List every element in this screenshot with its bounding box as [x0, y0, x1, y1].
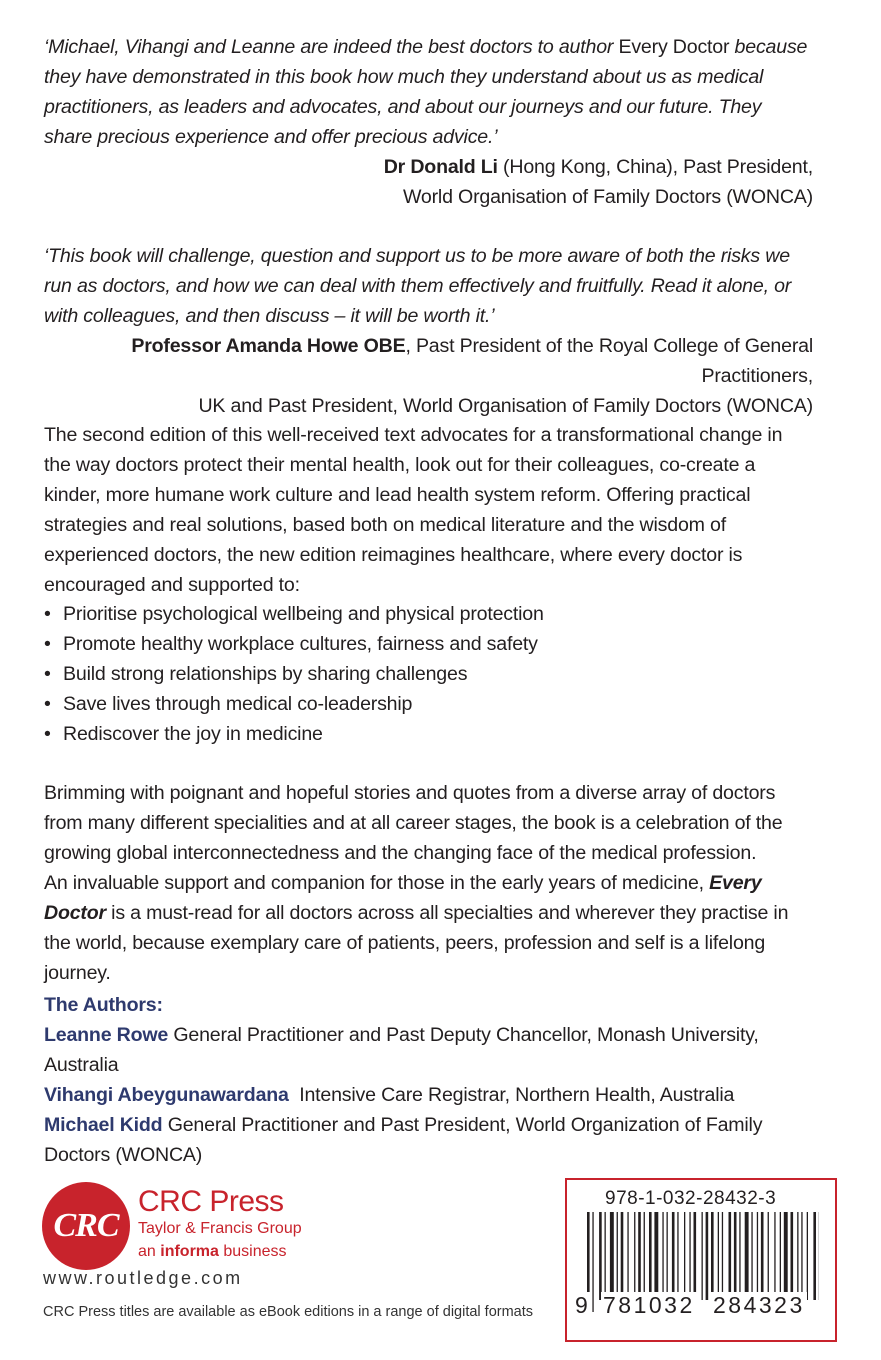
description-paragraph-2 — [44, 778, 813, 988]
isbn-text: 978-1-032-28432-3 — [605, 1188, 777, 1209]
description-part2: An invaluable support and companion for those in the early years of medicine, — [44, 872, 710, 894]
quote-1-part2: because they have demonstrated in this book how much they understand about us as medical practitioners, as leaders and advocates, and about our journeys and our future. They share precious experience and offer precious advice.’ — [44, 36, 808, 148]
barcode-digit-group-1: 781032 — [603, 1292, 695, 1318]
author-description: General Practitioner and Past Deputy Chancellor, Monash University, Australia — [44, 1024, 759, 1076]
author-description: Intensive Care Registrar, Northern Health, Australia — [288, 1084, 735, 1106]
benefit-item: • Prioritise psychological wellbeing and physical protection — [44, 599, 813, 629]
publisher-url: www.routledge.com — [43, 1268, 243, 1288]
quote-1-text — [44, 32, 813, 152]
quote-2-author-name: Professor Amanda Howe OBE — [131, 335, 406, 357]
informa-prefix: an — [138, 1243, 161, 1260]
benefit-item: • Promote healthy workplace cultures, fairness and safety — [44, 629, 813, 659]
quote-1-author-affiliation: (Hong Kong, China), Past President, — [497, 156, 813, 178]
informa-brand: informa — [160, 1243, 219, 1260]
description-paragraph-2a: Brimming with poignant and hopeful stories and quotes from a diverse array of doctors from many different specialities and at all career stages, the book is a celebration of the growing global interconnectedness and the changing face of the medical profession. — [44, 782, 783, 864]
author-name: Michael Kidd — [44, 1114, 163, 1136]
description-paragraph-1: The second edition of this well-received text advocates for a transformational change in the way doctors protect their mental health, look out for their colleagues, co-create a kinder, more humane work culture and lead health system reform. Offering practical strategies and real solutions, based both on medical literature and the wisdom of experienced doctors, the new edition reimagines healthcare, where every doctor is encouraged and supported to: — [44, 424, 783, 596]
authors-heading: The Authors: — [44, 994, 163, 1016]
crc-logo-icon: CRC — [42, 1182, 130, 1270]
quote-1-attribution-line2: World Organisation of Family Doctors (WONCA) — [402, 186, 813, 208]
description-paragraph-2b — [44, 868, 813, 988]
endorsement-quote-1 — [44, 32, 813, 212]
quote-2-author-affiliation: , Past President of the Royal College of General Practitioners, — [405, 335, 813, 387]
quote-1-part1: ‘Michael, Vihangi and Leanne are indeed the best doctors to author — [44, 36, 619, 58]
informa-suffix: business — [218, 1243, 287, 1260]
benefit-item: • Save lives through medical co-leadership — [44, 689, 813, 719]
author-name: Leanne Rowe — [44, 1024, 169, 1046]
benefit-item: • Build strong relationships by sharing challenges — [44, 659, 813, 689]
author-entry — [44, 1110, 813, 1170]
book-title-inline: Every Doctor — [44, 872, 762, 924]
authors-section — [44, 990, 813, 1170]
publisher-informa-line — [138, 1242, 287, 1262]
barcode-digit-group-2: 284323 — [713, 1292, 805, 1318]
quote-1-author-name: Dr Donald Li — [383, 156, 498, 178]
quote-1-attribution — [44, 152, 813, 182]
ebook-footnote: CRC Press titles are available as eBook editions in a range of digital formats — [43, 1304, 534, 1320]
benefits-list — [44, 599, 813, 749]
benefit-item: • Rediscover the joy in medicine — [44, 719, 813, 749]
quote-2-text: ‘This book will challenge, question and support us to be more aware of both the risks we run as doctors, and how we can deal with them effectively and fruitfully. Read it alone, or with colleagues, and then discuss – it will be worth it.’ — [44, 245, 792, 327]
quote-1-book-title: Every Doctor — [618, 36, 730, 58]
publisher-name: CRC Press — [138, 1185, 284, 1218]
author-description: General Practitioner and Past President, World Organization of Family Doctors (WONCA) — [44, 1114, 763, 1166]
author-entry — [44, 1080, 813, 1110]
isbn-barcode — [565, 1178, 837, 1342]
author-name: Vihangi Abeygunawardana — [44, 1084, 289, 1106]
publisher-group: Taylor & Francis Group — [138, 1220, 302, 1237]
quote-2-attribution-line2: UK and Past President, World Organisation of Family Doctors (WONCA) — [198, 395, 813, 417]
endorsement-quote-2 — [44, 241, 813, 421]
description-part3: is a must-read for all doctors across all specialties and wherever they practise in the world, because exemplary care of patients, peers, profession and self is a lifelong journey. — [44, 902, 789, 984]
author-entry — [44, 1020, 813, 1080]
quote-2-attribution — [44, 331, 813, 391]
barcode-lead-digit: 9 — [575, 1292, 588, 1318]
